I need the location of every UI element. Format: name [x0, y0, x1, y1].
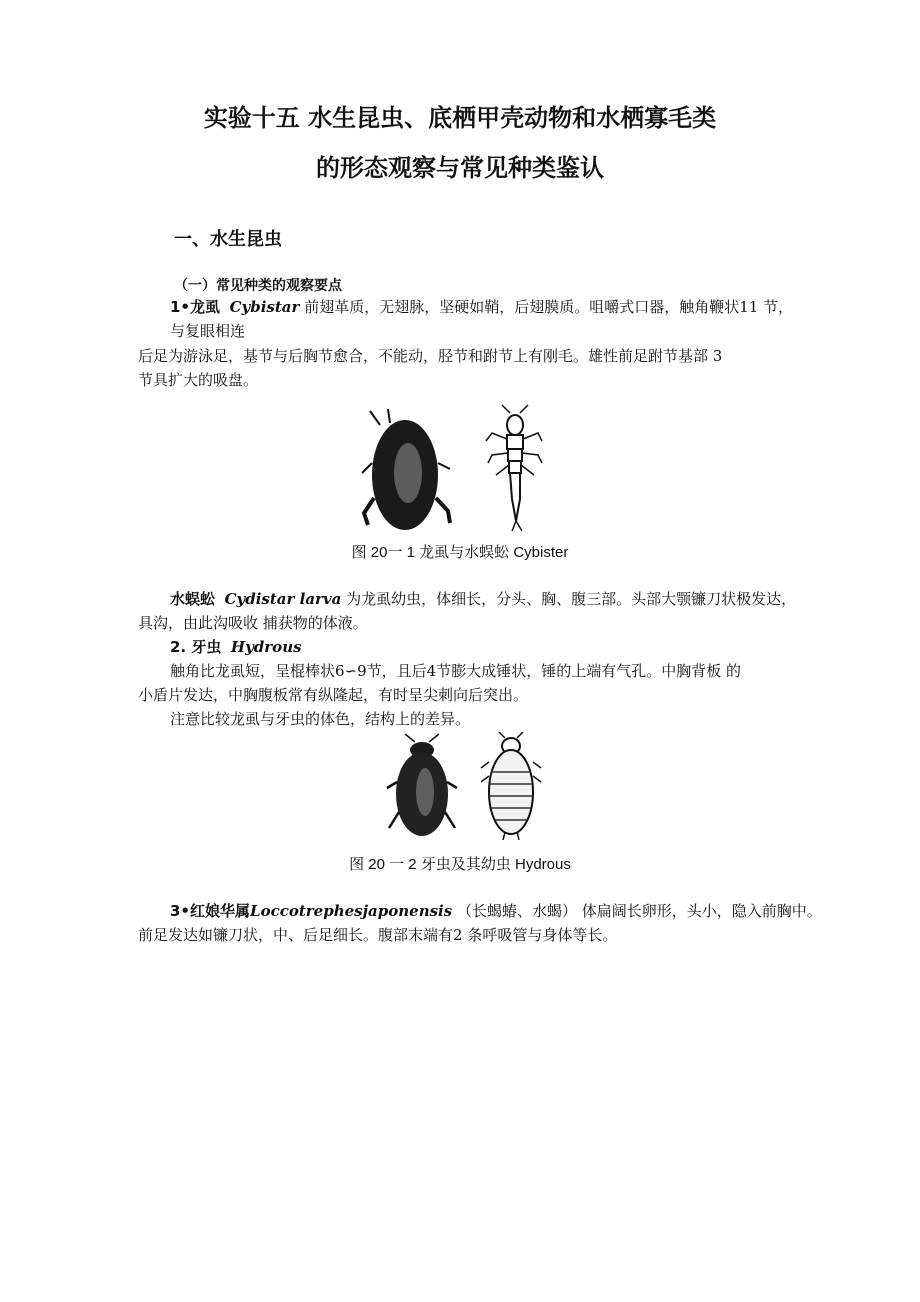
item2-latin: Hydrous — [230, 638, 302, 656]
item3-line1 — [170, 901, 822, 921]
water-tiger-larva-icon — [486, 405, 542, 531]
title-line-1: 实验十五 水生昆虫、底栖甲壳动物和水栖寡毛类 — [203, 104, 717, 132]
item3-latin: Loccotrephesjaponensis — [250, 902, 453, 920]
beetle-larva-icon — [481, 732, 541, 840]
item2-line2: 小盾片发达，中胸腹板常有纵隆起，有时呈尖刺向后突出。 — [138, 686, 529, 704]
item3-text1: （长蝎蝽、水蝎） 体扁阔长卵形，头小，隐入前胸中。 — [456, 902, 822, 920]
item1-latin: Cybistar — [229, 298, 300, 316]
item1-line4: 节具扩大的吸盘。 — [138, 371, 259, 389]
larva-line1 — [170, 589, 796, 609]
item2-line3: 注意比较龙虱与牙虫的体色，结构上的差异。 — [170, 710, 471, 728]
diving-beetle-icon — [362, 409, 450, 530]
item3-label: 3•红娘华属 — [170, 902, 251, 920]
item1-line2: 与复眼相连 — [170, 322, 246, 340]
figure-2-illustration — [385, 732, 545, 844]
item1-line1 — [170, 297, 793, 317]
larva-line2: 具沟，由此沟吸收 捕获物的体液。 — [138, 614, 368, 632]
larva-label: 水蜈蚣 — [170, 590, 216, 608]
section-heading: 一、水生昆虫 — [174, 229, 282, 250]
larva-latin: Cydistar larva — [224, 590, 342, 608]
item1-label: 1•龙虱 — [170, 298, 221, 316]
subsection-heading: （一）常见种类的观察要点 — [174, 278, 342, 294]
item2-line1: 触角比龙虱短，呈棍棒状6∽9节，且后4节膨大成锤状，锤的上端有气孔。中胸背板 的 — [170, 662, 741, 680]
larva-text1: 为龙虱幼虫，体细长，分头、胸、腹三部。头部大颚镰刀状极发达， — [346, 590, 797, 608]
item3-line2: 前足发达如镰刀状，中、后足细长。腹部末端有2 条呼吸管与身体等长。 — [138, 926, 618, 944]
item2-label: 2. 牙虫 — [170, 638, 222, 656]
title-line-2: 的形态观察与常见种类鉴认 — [316, 154, 604, 182]
figure-1-caption: 图 20一 1 龙虱与水蜈蚣 Cybister — [351, 544, 569, 561]
figure-1-illustration — [360, 403, 560, 535]
figure-2-caption: 图 20 一 2 牙虫及其幼虫 Hydrous — [349, 856, 571, 873]
item1-line3: 后足为游泳足，基节与后胸节愈合，不能动，胫节和跗节上有刚毛。雄性前足跗节基部 3 — [138, 347, 723, 365]
item1-text1: 前翅革质，无翅脉，坚硬如鞘，后翅膜质。咀嚼式口器，触角鞭状11 节， — [304, 298, 794, 316]
item2-heading — [170, 637, 302, 657]
water-scavenger-beetle-icon — [387, 734, 457, 836]
